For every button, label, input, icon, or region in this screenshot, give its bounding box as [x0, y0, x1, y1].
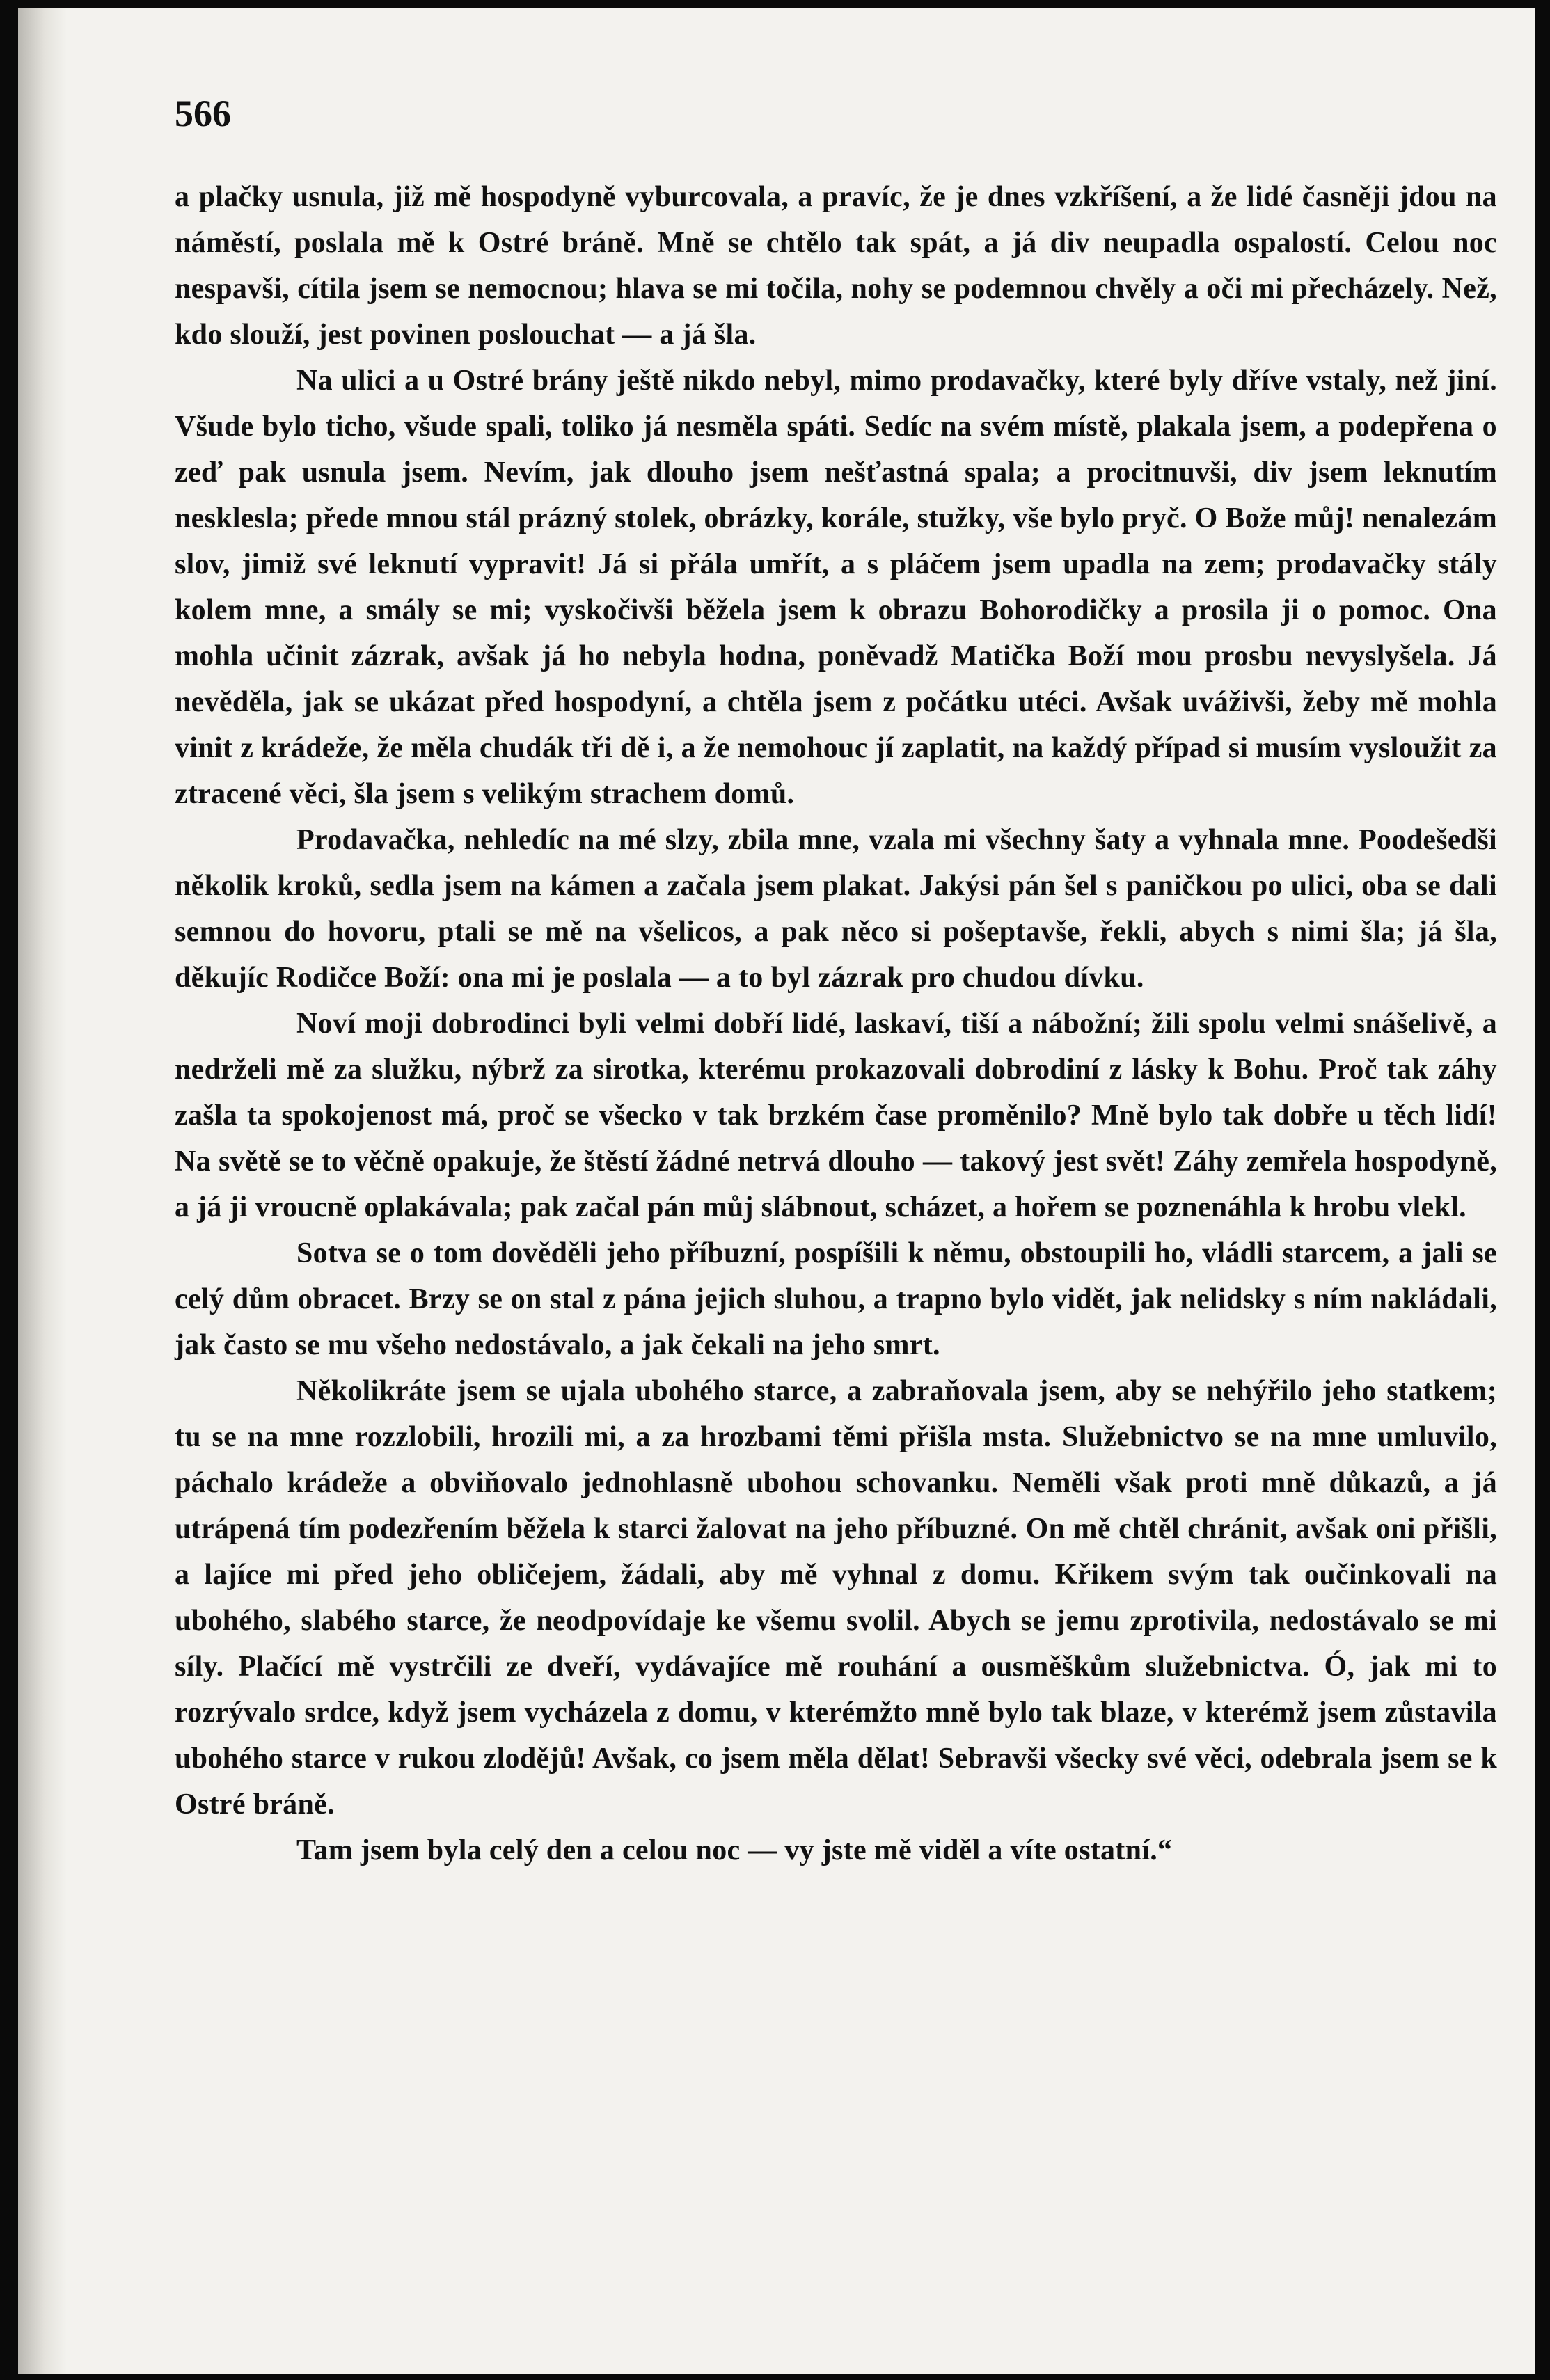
paragraph-1: a plačky usnula, již mě hospodyně vyburcovala, a pravíc, že je dnes vzkříšení, a že lidé časněji jdou na náměstí, poslala mě k Ostré bráně. Mně se chtělo tak spát, a já div neupadla ospalostí. Celou noc nespavši, cítila jsem se nemocnou; hlava se mi točila, nohy se podemnou chvěly a oči mi přecházely. Než, kdo slouží, jest povinen poslouchat — a já šla. [175, 181, 1497, 351]
paragraph-2: Na ulici a u Ostré brány ještě nikdo nebyl, mimo prodavačky, které byly dříve vstaly, než jiní. Všude bylo ticho, všude spali, toliko já nesměla spáti. Sedíc na svém místě, plakala jsem, a podepřena o zeď pak usnula jsem. Nevím, jak dlouho jsem nešťastná spala; a procitnuvši, div jsem leknutím nesklesla; přede mnou stál prázný stolek, obrázky, korále, stužky, vše bylo pryč. O Bože můj! nenalezám slov, jimiž své leknutí vypravit! Já si přála umřít, a s pláčem jsem upadla na zem; prodavačky stály kolem mne, a smály se mi; vyskočivši běžela jsem k obrazu Bohorodičky a prosila ji o pomoc. Ona mohla učinit zázrak, avšak já ho nebyla hodna, poněvadž Matička Boží mou prosbu nevyslyšela. Já nevěděla, jak se ukázat před hospodyní, a chtěla jsem z počátku utéci. Avšak uváživši, žeby mě mohla vinit z krádeže, že měla chudák tři dě i, a že nemohouc jí zaplatit, na každý případ si musím vysloužit za ztracené věci, šla jsem s velikým strachem domů. [175, 365, 1497, 810]
paragraph-3: Prodavačka, nehledíc na mé slzy, zbila mne, vzala mi všechny šaty a vyhnala mne. Poodešedši několik kroků, sedla jsem na kámen a začala jsem plakat. Jakýsi pán šel s paničkou po ulici, oba se dali semnou do hovoru, ptali se mě na všelicos, a pak něco si pošeptavše, řekli, abych s nimi šla; já šla, děkujíc Rodičce Boží: ona mi je poslala — a to byl zázrak pro chudou dívku. [175, 824, 1497, 994]
paragraph-4: Noví moji dobrodinci byli velmi dobří lidé, laskaví, tiší a nábožní; žili spolu velmi snášelivě, a nedrželi mě za služku, nýbrž za sirotka, kterému prokazovali dobrodiní z lásky k Bohu. Proč tak záhy zašla ta spokojenost má, proč se všecko v tak brzkém čase proměnilo? Mně bylo tak dobře u těch lidí! Na světě se to věčně opakuje, že štěstí žádné netrvá dlouho — takový jest svět! Záhy zemřela hospodyně, a já ji vroucně oplakávala; pak začal pán můj slábnout, scházet, a hořem se poznenáhla k hrobu vlekl. [175, 1008, 1497, 1223]
body-text [175, 174, 1497, 1873]
paragraph-7: Tam jsem byla celý den a celou noc — vy jste mě viděl a víte ostatní.“ [296, 1834, 1173, 1866]
paragraph-6: Několikráte jsem se ujala ubohého starce, a zabraňovala jsem, aby se nehýřilo jeho statkem; tu se na mne rozzlobili, hrozili mi, a za hrozbami těmi přišla msta. Služebnictvo se na mne umluvilo, páchalo krádeže a obviňovalo jednohlasně ubohou schovanku. Neměli však proti mně důkazů, a já utrápená tím podezřením běžela k starci žalovat na jeho příbuzné. On mě chtěl chránit, avšak oni přišli, a lajíce mi před jeho obličejem, žádali, aby mě vyhnal z domu. Křikem svým tak oučinkovali na ubohého, slabého starce, že neodpovídaje ke všemu svolil. Abych se jemu zprotivila, nedostávalo se mi síly. Plačící mě vystrčili ze dveří, vydávajíce mě rouhání a ousměškům služebnictva. Ó, jak mi to rozrývalo srdce, když jsem vycházela z domu, v kterémžto mně bylo tak blaze, v kterémž jsem zůstavila ubohého starce v rukou zlodějů! Avšak, co jsem měla dělat! Sebravši všecky své věci, odebrala jsem se k Ostré bráně. [175, 1375, 1497, 1820]
paragraph-5: Sotva se o tom dověděli jeho příbuzní, pospíšili k němu, obstoupili ho, vládli starcem, a jali se celý dům obracet. Brzy se on stal z pána jejich sluhou, a trapno bylo vidět, jak nelidsky s ním nakládali, jak často se mu všeho nedostávalo, a jak čekali na jeho smrt. [175, 1237, 1497, 1361]
binding-gutter-shadow [18, 8, 67, 2374]
page-number: 566 [175, 93, 231, 134]
paper-sheet [18, 8, 1535, 2374]
